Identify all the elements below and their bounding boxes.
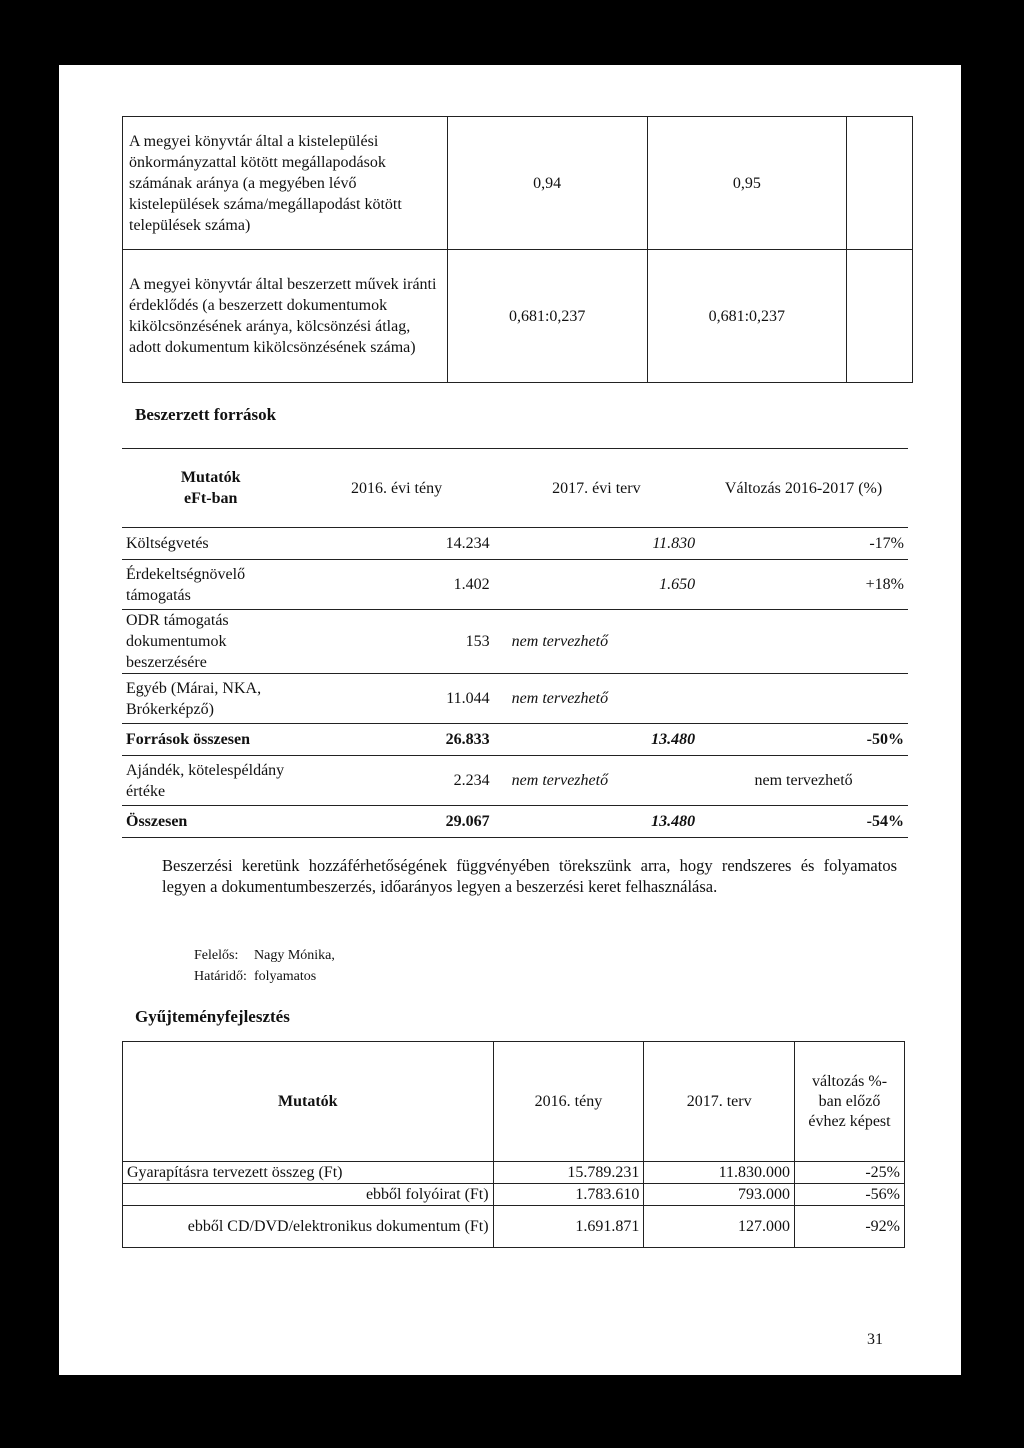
value-change: [699, 674, 908, 724]
value-2016: 15.789.231: [493, 1162, 644, 1184]
table-row: [122, 724, 908, 756]
value-change: -56%: [795, 1184, 905, 1206]
table-row: [123, 117, 913, 250]
value-2016: 14.234: [299, 528, 493, 560]
row-label: Összesen: [122, 806, 299, 838]
value-2017: 11.830: [494, 528, 699, 560]
value-2017: 127.000: [644, 1206, 795, 1248]
value-change: -54%: [699, 806, 908, 838]
hatarido-value: folyamatos: [254, 969, 317, 984]
sources-table: [122, 448, 908, 838]
value-2017: nem tervezhető: [494, 674, 699, 724]
value-2017: 11.830.000: [644, 1162, 795, 1184]
value-2017: nem tervezhető: [494, 756, 699, 806]
empty-cell: [847, 250, 913, 383]
value-2017: 793.000: [644, 1184, 795, 1206]
table-header-row: [123, 1042, 905, 1162]
value-2016: 2.234: [299, 756, 493, 806]
value-change: nem tervezhető: [699, 756, 908, 806]
header-change: változás %-ban előző évhez képest: [795, 1042, 905, 1162]
value-change: [699, 610, 908, 674]
value-2016: 1.402: [299, 560, 493, 610]
row-label: Ajándék, kötelespéldány értéke: [122, 756, 299, 806]
header-change: Változás 2016-2017 (%): [724, 479, 883, 497]
value-2017: 0,95: [647, 117, 847, 250]
value-2017: 13.480: [494, 724, 699, 756]
row-label: Gyarapításra tervezett összeg (Ft): [123, 1162, 494, 1184]
table-row: [123, 1184, 905, 1206]
header-mutatok: [122, 449, 299, 528]
felelos-value: Nagy Mónika,: [254, 948, 335, 963]
row-label: Források összesen: [122, 724, 299, 756]
header-mutatok-label: Mutatók: [180, 469, 241, 486]
table-row: [123, 250, 913, 383]
value-change: -25%: [795, 1162, 905, 1184]
empty-cell: [847, 117, 913, 250]
value-2016: 26.833: [299, 724, 493, 756]
page-number: 31: [867, 1331, 883, 1348]
value-2017: 1.650: [494, 560, 699, 610]
header-2016: 2016. tény: [493, 1042, 644, 1162]
row-label: ebből CD/DVD/elektronikus dokumentum (Ft): [123, 1206, 494, 1248]
table-row: [122, 610, 908, 674]
value-2016: 29.067: [299, 806, 493, 838]
row-label: ebből folyóirat (Ft): [123, 1184, 494, 1206]
table-row: [122, 674, 908, 724]
row-label: Egyéb (Márai, NKA, Brókerképző): [122, 674, 299, 724]
row-label: A megyei könyvtár által beszerzett művek iránti érdeklődés (a beszerzett dokumentumok kikölcsönzésének aránya, kölcsönzési átlag, adott dokumentum kikölcsönzésének száma): [123, 250, 448, 383]
section-title-gyujtemenyfejlesztes: Gyűjteményfejlesztés: [135, 1007, 290, 1026]
value-2017: 0,681:0,237: [647, 250, 847, 383]
value-2016: 1.783.610: [493, 1184, 644, 1206]
header-2017: 2017. évi terv: [552, 479, 641, 497]
value-change: -92%: [795, 1206, 905, 1248]
value-2016: 11.044: [299, 674, 493, 724]
value-2016: 1.691.871: [493, 1206, 644, 1248]
section-title-beszerzett-forrasok: Beszerzett források: [135, 405, 277, 424]
row-label: Érdekeltségnövelő támogatás: [122, 560, 299, 610]
table-row: [122, 806, 908, 838]
value-change: +18%: [699, 560, 908, 610]
row-label: A megyei könyvtár által a kistelepülési önkormányzattal kötött megállapodások számának aránya (a megyében lévő kistelepülések száma/megállapodást kötött települések száma): [123, 117, 448, 250]
value-2017: 13.480: [494, 806, 699, 838]
header-2016: 2016. évi tény: [350, 479, 443, 497]
table-row: [123, 1162, 905, 1184]
header-unit: eFt-ban: [184, 490, 238, 507]
value-2016: 153: [299, 610, 493, 674]
document-page: [59, 65, 961, 1375]
value-change: -17%: [699, 528, 908, 560]
row-label: ODR támogatás dokumentumok beszerzésére: [122, 610, 299, 674]
table-row: [123, 1206, 905, 1248]
value-2016: 0,681:0,237: [447, 250, 647, 383]
table-header-row: [122, 449, 908, 528]
row-label: Költségvetés: [122, 528, 299, 560]
responsibility-block: [194, 945, 335, 987]
body-paragraph: Beszerzési keretünk hozzáférhetőségének függvényében törekszünk arra, hogy rendszeres és folyamatos legyen a dokumentumbeszerzés, időarányos legyen a beszerzési keret felhasználása.: [162, 856, 897, 896]
collection-table: [122, 1041, 905, 1248]
value-change: -50%: [699, 724, 908, 756]
header-mutatok: Mutatók: [123, 1042, 494, 1162]
indicator-table: [122, 116, 913, 383]
value-2016: 0,94: [447, 117, 647, 250]
felelos-label: Felelős:: [194, 948, 239, 963]
table-row: [122, 528, 908, 560]
table-row: [122, 756, 908, 806]
value-2017: nem tervezhető: [494, 610, 699, 674]
hatarido-label: Határidő:: [194, 969, 247, 984]
table-row: [122, 560, 908, 610]
header-2017: 2017. terv: [644, 1042, 795, 1162]
hatarido-row: [194, 966, 335, 987]
felelos-row: [194, 945, 335, 966]
